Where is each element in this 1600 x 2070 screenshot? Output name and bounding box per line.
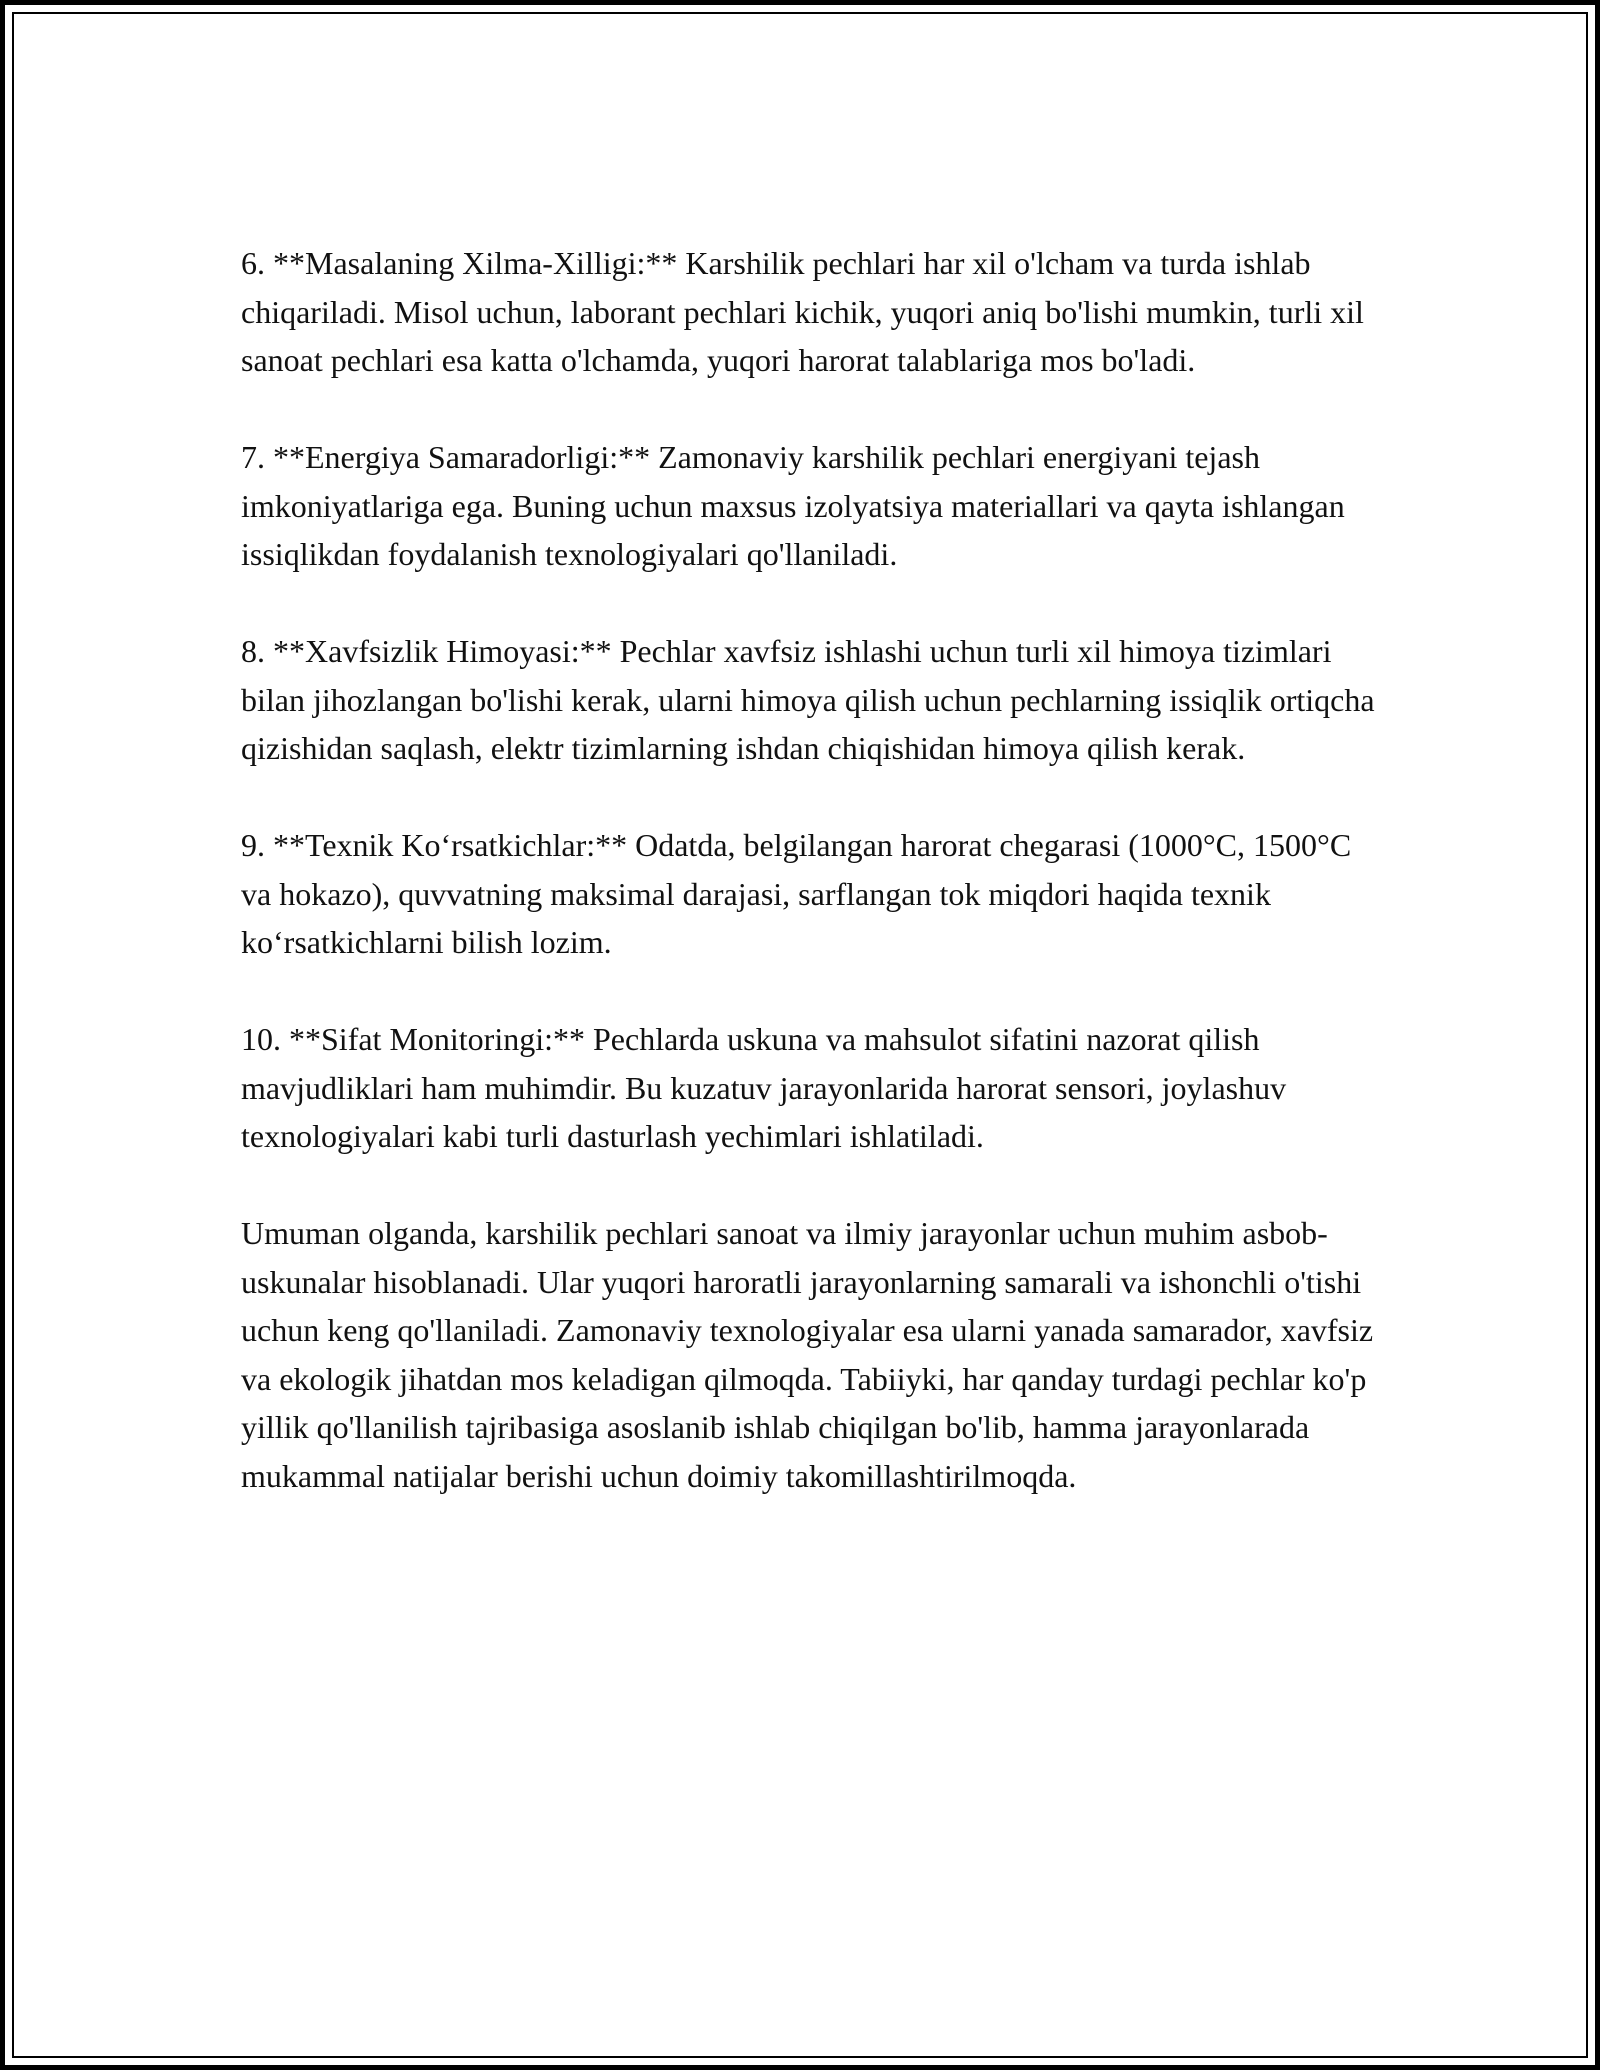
paragraph-item-6: 6. **Masalaning Xilma-Xilligi:** Karshilik pechlari har xil o'lcham va turda ishlab chiqariladi. Misol uchun, laborant pechlari kichik, yuqori aniq bo'lishi mumkin, turli xil sanoat pechlari esa katta o'lchamda, yuqori harorat talablariga mos bo'ladi. bbox=[241, 245, 1364, 378]
paragraph-item-8: 8. **Xavfsizlik Himoyasi:** Pechlar xavfsiz ishlashi uchun turli xil himoya tizimlari bilan jihozlangan bo'lishi kerak, ularni himoya qilish uchun pechlarning issiqlik ortiqcha qizishidan saqlash, elektr tizimlarning ishdan chiqishidan himoya qilish kerak. bbox=[241, 633, 1375, 766]
paragraph-item-7: 7. **Energiya Samaradorligi:** Zamonaviy karshilik pechlari energiyani tejash imkoniyatlariga ega. Buning uchun maxsus izolyatsiya materiallari va qayta ishlangan issiqlikdan foydalanish texnologiyalari qo'llaniladi. bbox=[241, 439, 1345, 572]
paragraph-item-10: 10. **Sifat Monitoringi:** Pechlarda uskuna va mahsulot sifatini nazorat qilish mavjudliklari ham muhimdir. Bu kuzatuv jarayonlarida harorat sensori, joylashuv texnologiyalari kabi turli dasturlash yechimlari ishlatiladi. bbox=[241, 1021, 1287, 1154]
paragraph-item-9: 9. **Texnik Koʻrsatkichlar:** Odatda, belgilangan harorat chegarasi (1000°C, 1500°C va hokazo), quvvatning maksimal darajasi, sarflangan tok miqdori haqida texnik koʻrsatkichlarni bilish lozim. bbox=[241, 827, 1352, 960]
document-body bbox=[241, 239, 1381, 1500]
paragraph-conclusion: Umuman olganda, karshilik pechlari sanoat va ilmiy jarayonlar uchun muhim asbob-uskunalar hisoblanadi. Ular yuqori haroratli jarayonlarning samarali va ishonchli o'tishi uchun keng qo'llaniladi. Zamonaviy texnologiyalar esa ularni yanada samarador, xavfsiz va ekologik jihatdan mos keladigan qilmoqda. Tabiiyki, har qanday turdagi pechlar ko'p yillik qo'llanilish tajribasiga asoslanib ishlab chiqilgan bo'lib, hamma jarayonlarada mukammal natijalar berishi uchun doimiy takomillashtirilmoqda. bbox=[241, 1215, 1374, 1494]
